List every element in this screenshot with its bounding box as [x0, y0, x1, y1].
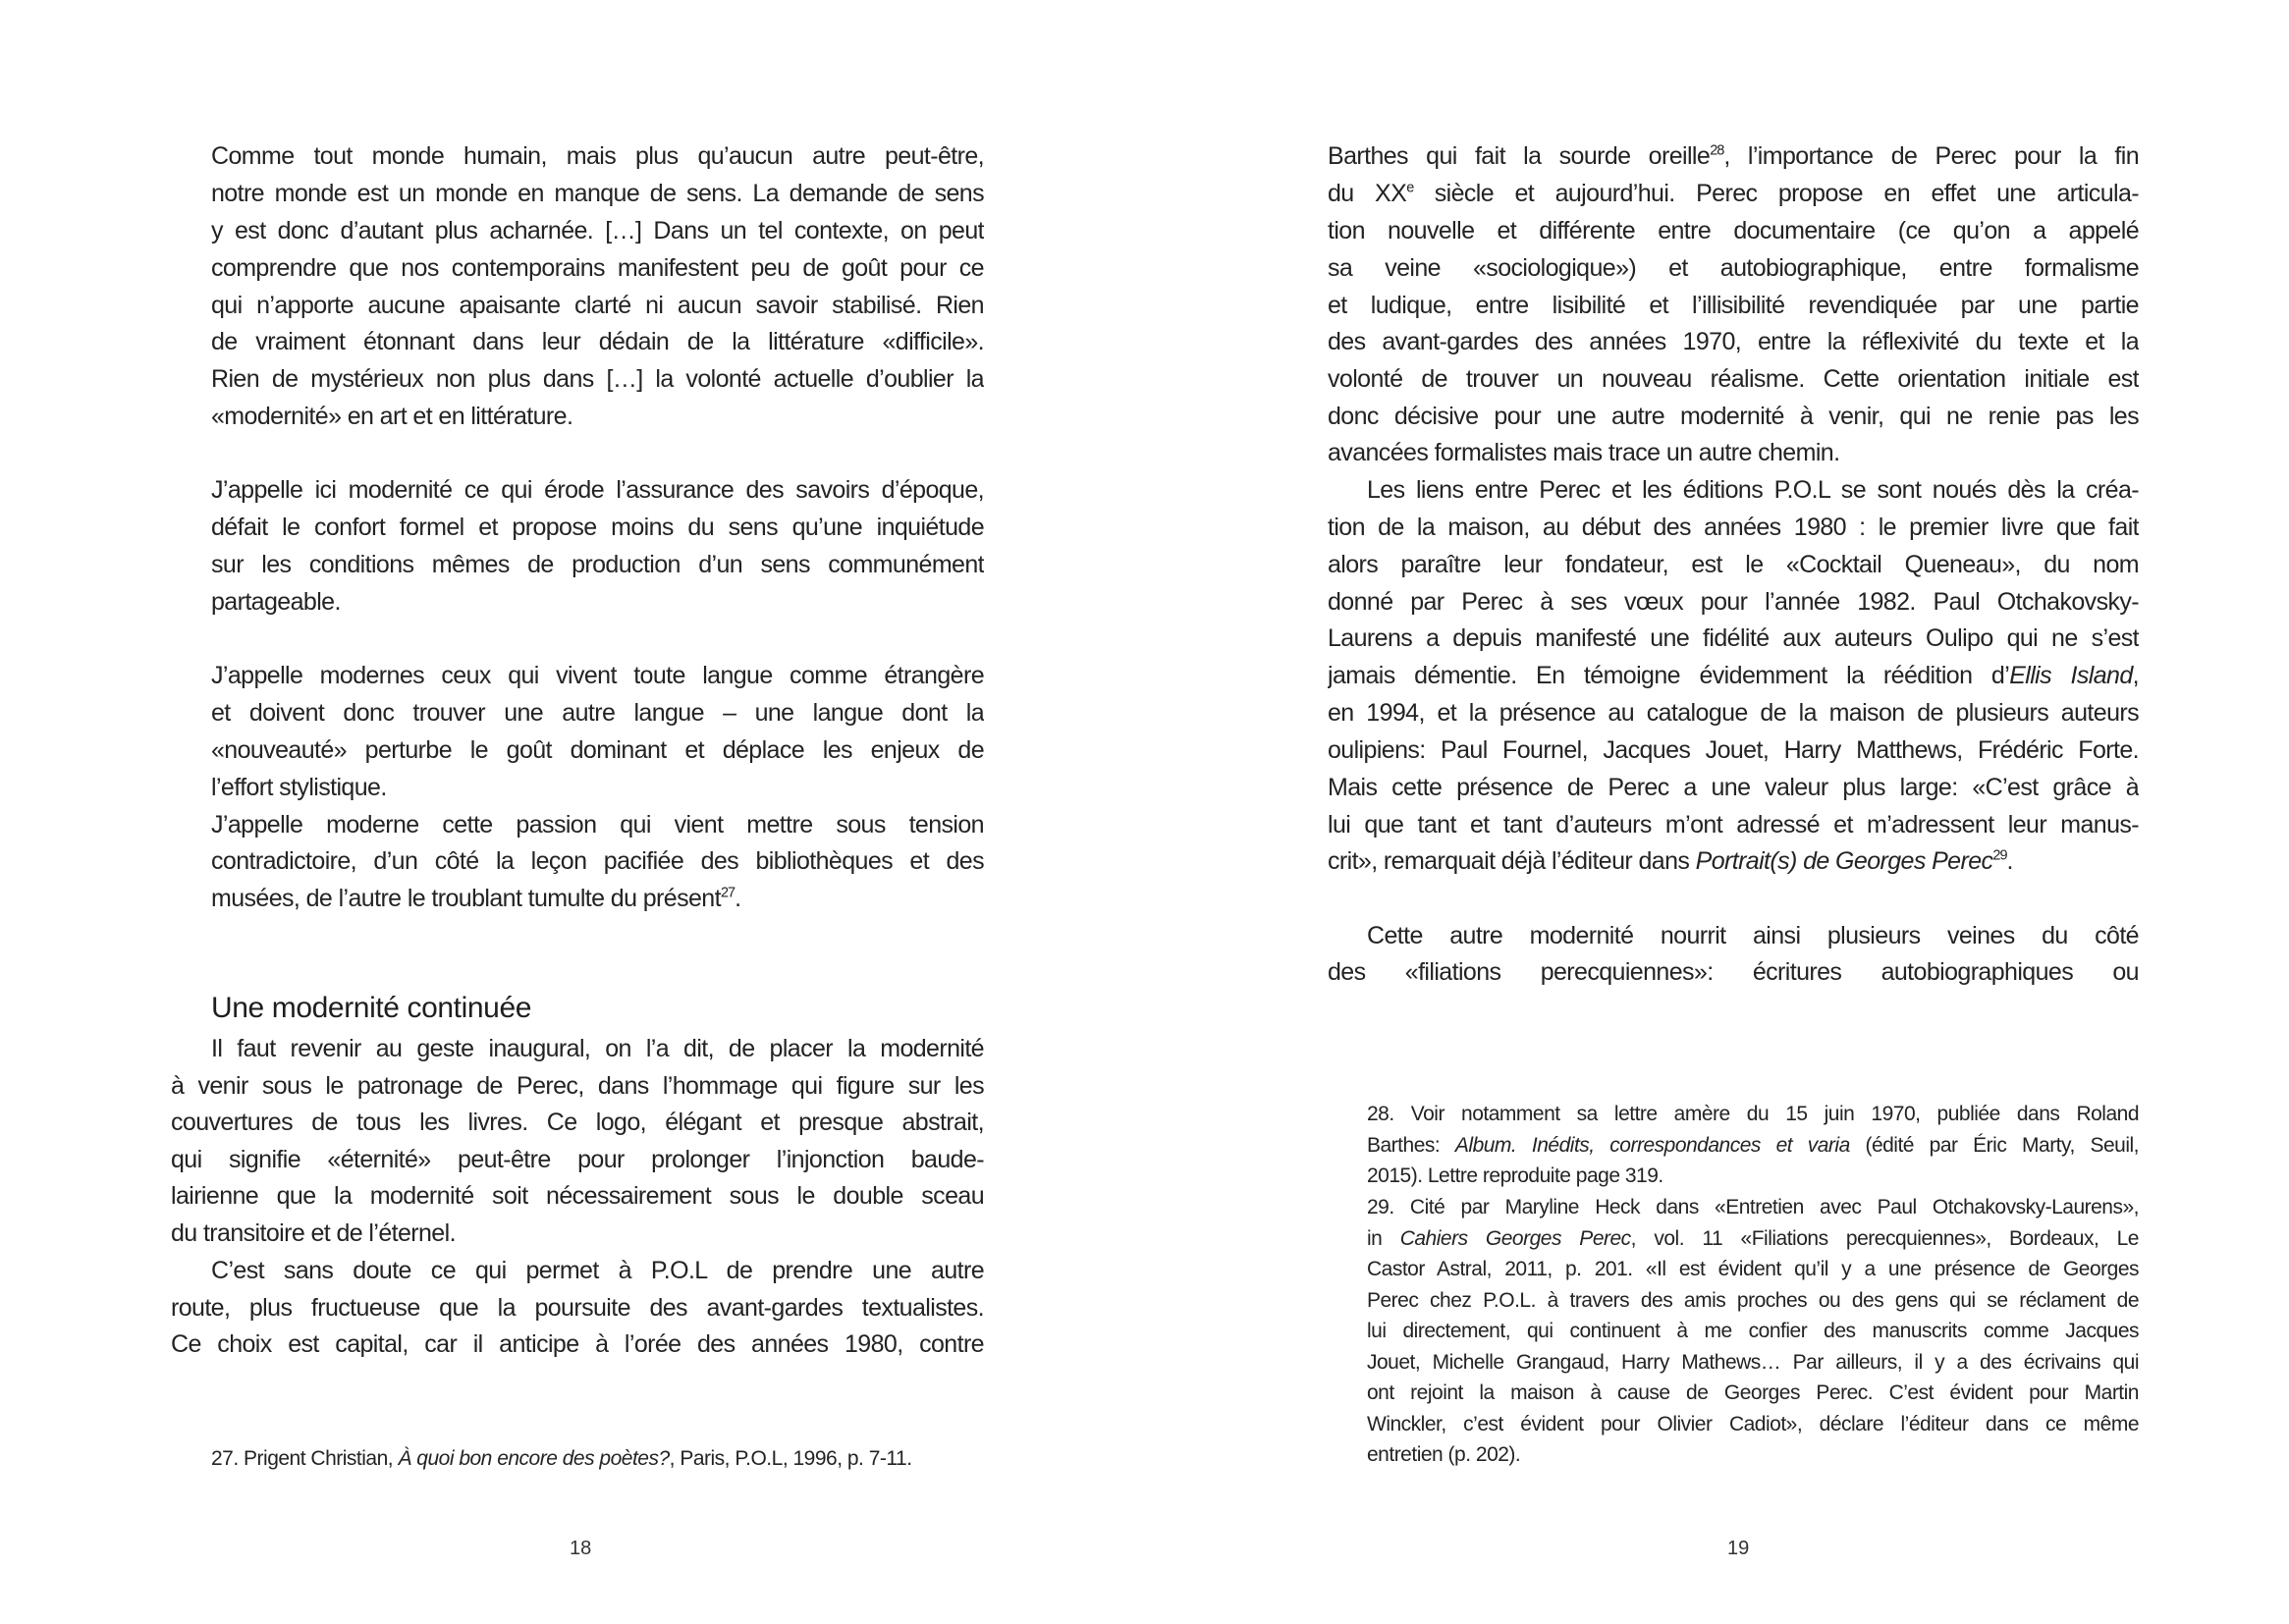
text-line: route, plus fructueuse que la poursuite des avant-gardes textualistes. [171, 1294, 984, 1322]
text-line: couvertures de tous les livres. Ce logo, élégant et presque abstrait, [171, 1109, 984, 1136]
footnote-line: Perec chez P.O.L. à travers des amis proches ou des gens qui se réclament de [1367, 1289, 2139, 1312]
text-line: et doivent donc trouver une autre langue – une langue dont la [211, 699, 984, 727]
text-line: Les liens entre Perec et les éditions P.O.L se sont noués dès la créa- [1367, 476, 2139, 504]
text-line: lairienne que la modernité soit nécessairement sous le double sceau [171, 1182, 984, 1210]
text-span: (édité par Éric Marty, Seuil, [1849, 1134, 2139, 1157]
text-span: du XX [1328, 180, 1407, 207]
book-title: Album. Inédits, correspondances et varia [1454, 1134, 1850, 1157]
text-span: in [1367, 1227, 1400, 1250]
footnote-text: 27. Prigent Christian, [211, 1447, 399, 1470]
text-span: , [2132, 662, 2139, 689]
text-span: , vol. 11 «Filiations perecquiennes», Bordeaux, Le [1630, 1227, 2139, 1250]
footnote-text: , Paris, P.O.L, 1996, p. 7-11. [669, 1447, 912, 1470]
text-line: C’est sans doute ce qui permet à P.O.L de prendre une autre [211, 1257, 984, 1284]
footnote-line: 2015). Lettre reproduite page 319. [1367, 1164, 1663, 1187]
text-line: des «filiations perecquiennes»: écritures autobiographiques ou [1328, 958, 2139, 986]
text-line: à venir sous le patronage de Perec, dans l’hommage qui figure sur les [171, 1072, 984, 1100]
text-line [1328, 846, 2013, 876]
text-span: , l’importance de Perec pour la fin [1723, 142, 2139, 170]
text-line: «nouveauté» perturbe le goût dominant et déplace les enjeux de [211, 736, 984, 764]
text-line: Cette autre modernité nourrit ainsi plusieurs veines du côté [1367, 922, 2139, 949]
text-line: Il faut revenir au geste inaugural, on l’a dit, de placer la modernité [211, 1035, 984, 1062]
footnote-27 [211, 1446, 912, 1472]
text-line: alors paraître leur fondateur, est le «Cocktail Queneau», du nom [1328, 551, 2139, 578]
text-line: Comme tout monde humain, mais plus qu’aucun autre peut-être, [211, 142, 984, 170]
footnote-line: Castor Astral, 2011, p. 201. «Il est évident qu’il y a une présence de Georges [1367, 1258, 2139, 1280]
text-line: des avant-gardes des années 1970, entre la réflexivité du texte et la [1328, 328, 2139, 355]
text-span: . [735, 885, 741, 912]
footnote-line: Jouet, Michelle Grangaud, Harry Mathews… Par ailleurs, il y a des écrivains qui [1367, 1351, 2139, 1374]
text-span: Barthes: [1367, 1134, 1455, 1157]
footnote-ref-28[interactable]: 28 [1710, 142, 1724, 159]
text-line: tion de la maison, au début des années 1980 : le premier livre que fait [1328, 514, 2139, 541]
text-line [1328, 661, 2139, 690]
text-line: Mais cette présence de Perec a une valeur plus large: «C’est grâce à [1328, 774, 2139, 801]
footnote-line: 28. Voir notamment sa lettre amère du 15 juin 1970, publiée dans Roland [1367, 1103, 2139, 1125]
text-line: volonté de trouver un nouveau réalisme. Cette orientation initiale est [1328, 365, 2139, 393]
text-span: siècle et aujourd’hui. Perec propose en effet une articula- [1413, 180, 2139, 207]
footnote-line [1367, 1226, 2139, 1252]
text-line [211, 884, 740, 913]
text-line: oulipiens: Paul Fournel, Jacques Jouet, Harry Matthews, Frédéric Forte. [1328, 736, 2139, 764]
text-line: y est donc d’autant plus acharnée. […] Dans un tel contexte, on peut [211, 217, 984, 244]
text-line: J’appelle modernes ceux qui vivent toute langue comme étrangère [211, 662, 984, 689]
text-line: en 1994, et la présence au catalogue de la maison de plusieurs auteurs [1328, 699, 2139, 727]
footnote-ref-27[interactable]: 27 [720, 885, 736, 901]
text-line: Laurens a depuis manifesté une fidélité aux auteurs Oulipo qui ne s’est [1328, 624, 2139, 652]
section-heading: Une modernité continuée [211, 992, 532, 1024]
text-line: de vraiment étonnant dans leur dédain de la littérature «difficile». [211, 328, 984, 355]
text-line: donc décisive pour une autre modernité à venir, qui ne renie pas les [1328, 403, 2139, 430]
text-line: J’appelle ici modernité ce qui érode l’assurance des savoirs d’époque, [211, 476, 984, 504]
text-line: qui signifie «éternité» peut-être pour prolonger l’injonction baude- [171, 1146, 984, 1173]
text-line: «modernité» en art et en littérature. [211, 403, 573, 430]
book-title: Cahiers Georges Perec [1399, 1227, 1631, 1250]
text-line: et ludique, entre lisibilité et l’illisibilité revendiquée par une partie [1328, 292, 2139, 319]
text-line: l’effort stylistique. [211, 774, 387, 801]
text-span: crit», remarquait déjà l’éditeur dans [1328, 847, 1696, 875]
text-line: lui que tant et tant d’auteurs m’ont adressé et m’adressent leur manus- [1328, 811, 2139, 839]
text-line: contradictoire, d’un côté la leçon pacifiée des bibliothèques et des [211, 847, 984, 875]
footnote-line: 29. Cité par Maryline Heck dans «Entretien avec Paul Otchakovsky-Laurens», [1367, 1196, 2139, 1218]
text-line: qui n’apporte aucune apaisante clarté ni aucun savoir stabilisé. Rien [211, 292, 984, 319]
text-line: du transitoire et de l’éternel. [171, 1219, 456, 1247]
text-span: Barthes qui fait la sourde oreille [1328, 142, 1711, 170]
right-page [1144, 0, 2289, 1624]
text-line: donné par Perec à ses vœux pour l’année 1982. Paul Otchakovsky- [1328, 588, 2139, 616]
left-page [0, 0, 1144, 1624]
footnote-line [1367, 1133, 2139, 1159]
text-span: . [2006, 847, 2013, 875]
footnote-line: lui directement, qui continuent à me confier des manuscrits comme Jacques [1367, 1320, 2139, 1342]
text-span: jamais démentie. En témoigne évidemment la réédition d’ [1328, 662, 2010, 689]
text-line: comprendre que nos contemporains manifestent peu de goût pour ce [211, 254, 984, 282]
text-line [1328, 179, 2139, 208]
book-title: Portrait(s) de Georges Perec [1695, 847, 1993, 875]
footnote-title: À quoi bon encore des poètes? [398, 1447, 670, 1470]
footnote-line: entretien (p. 202). [1367, 1443, 1521, 1466]
text-line [1328, 141, 2139, 171]
page-number: 18 [570, 1538, 592, 1559]
page-number: 19 [1727, 1538, 1750, 1559]
text-line: J’appelle moderne cette passion qui vient mettre sous tension [211, 811, 984, 839]
book-title: Ellis Island [2009, 662, 2133, 689]
text-line: avancées formalistes mais trace un autre chemin. [1328, 439, 1840, 466]
footnote-line: Winckler, c’est évident pour Olivier Cadiot», déclare l’éditeur dans ce même [1367, 1413, 2139, 1435]
text-span: musées, de l’autre le troublant tumulte du présent [211, 885, 721, 912]
footnote-ref-29[interactable]: 29 [1992, 847, 2007, 864]
text-line: sur les conditions mêmes de production d’un sens communément [211, 551, 984, 578]
superscript: e [1406, 180, 1414, 196]
text-line: sa veine «sociologique») et autobiographique, entre formalisme [1328, 254, 2139, 282]
text-line: défait le confort formel et propose moins du sens qu’une inquiétude [211, 514, 984, 541]
text-line: Rien de mystérieux non plus dans […] la volonté actuelle d’oublier la [211, 365, 984, 393]
text-line: partageable. [211, 588, 341, 616]
text-line: Ce choix est capital, car il anticipe à l’orée des années 1980, contre [171, 1330, 984, 1358]
text-line: notre monde est un monde en manque de sens. La demande de sens [211, 180, 984, 207]
footnote-line: ont rejoint la maison à cause de Georges Perec. C’est évident pour Martin [1367, 1381, 2139, 1404]
text-line: tion nouvelle et différente entre documentaire (ce qu’on a appelé [1328, 217, 2139, 244]
